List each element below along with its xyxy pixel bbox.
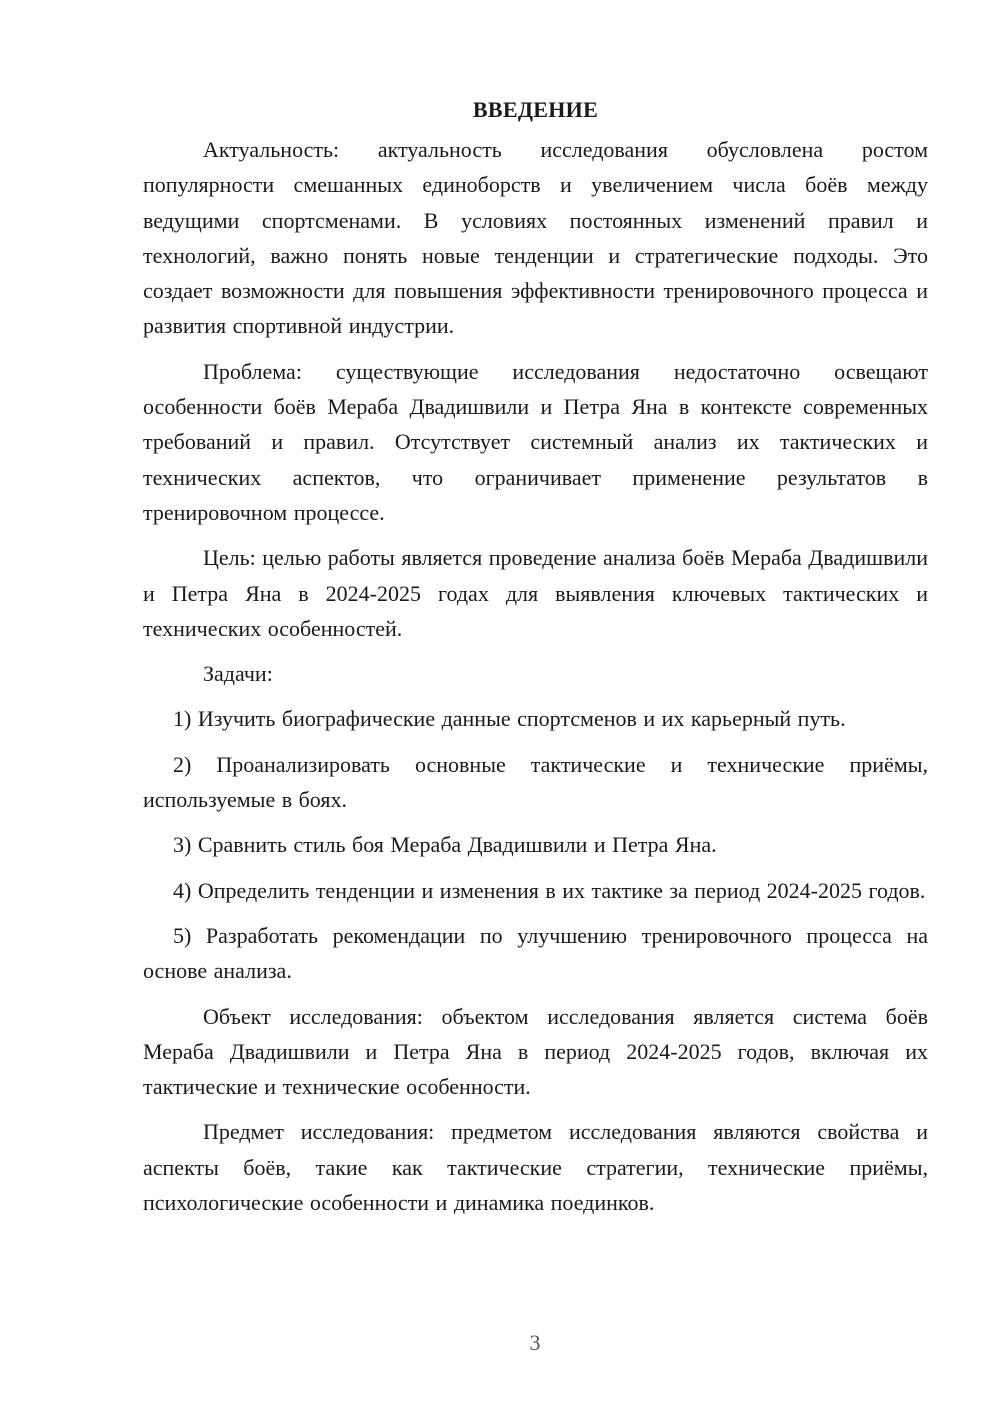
- task-item-5: 5) Разработать рекомендации по улучшению тренировочного процесса на основе анализа.: [143, 922, 928, 984]
- task-item-2: 2) Проанализировать основные тактические и технические приёмы, используемые в боях.: [143, 751, 928, 813]
- task-item-4: 4) Определить тенденции и изменения в их тактике за период 2024-2025 годов.: [173, 877, 926, 903]
- paragraph-problem: Проблема: существующие исследования недостаточно освещают особенности боёв Мераба Двадишвили и Петра Яна в контексте современных требований и правил. Отсутствует системный анализ их тактических и технических аспектов, что ограничивает применение результатов в тренировочном процессе.: [143, 358, 928, 525]
- task-item-3: 3) Сравнить стиль боя Мераба Двадишвили и Петра Яна.: [173, 832, 717, 858]
- section-title: ВВЕДЕНИЕ: [472, 97, 599, 122]
- task-item-1: 1) Изучить биографические данные спортсменов и их карьерный путь.: [173, 706, 846, 732]
- paragraph-object: Объект исследования: объектом исследования является система боёв Мераба Двадишвили и Петра Яна в период 2024-2025 годов, включая их тактические и технические особенности.: [143, 1003, 928, 1100]
- paragraph-subject: Предмет исследования: предметом исследования являются свойства и аспекты боёв, такие как тактические стратегии, технические приёмы, психологические особенности и динамика поединков.: [143, 1119, 928, 1216]
- paragraph-relevance: Актуальность: актуальность исследования обусловлена ростом популярности смешанных единоборств и увеличением числа боёв между ведущими спортсменами. В условиях постоянных изменений правил и технологий, важно понять новые тенденции и стратегические подходы. Это создает возможности для повышения эффективности тренировочного процесса и развития спортивной индустрии.: [143, 137, 928, 339]
- tasks-heading: Задачи:: [203, 661, 273, 687]
- paragraph-goal: Цель: целью работы является проведение анализа боёв Мераба Двадишвили и Петра Яна в 2024-2025 годах для выявления ключевых тактических и технических особенностей.: [143, 545, 928, 641]
- document-page: [143, 92, 928, 1230]
- page-number: 3: [529, 1330, 541, 1355]
